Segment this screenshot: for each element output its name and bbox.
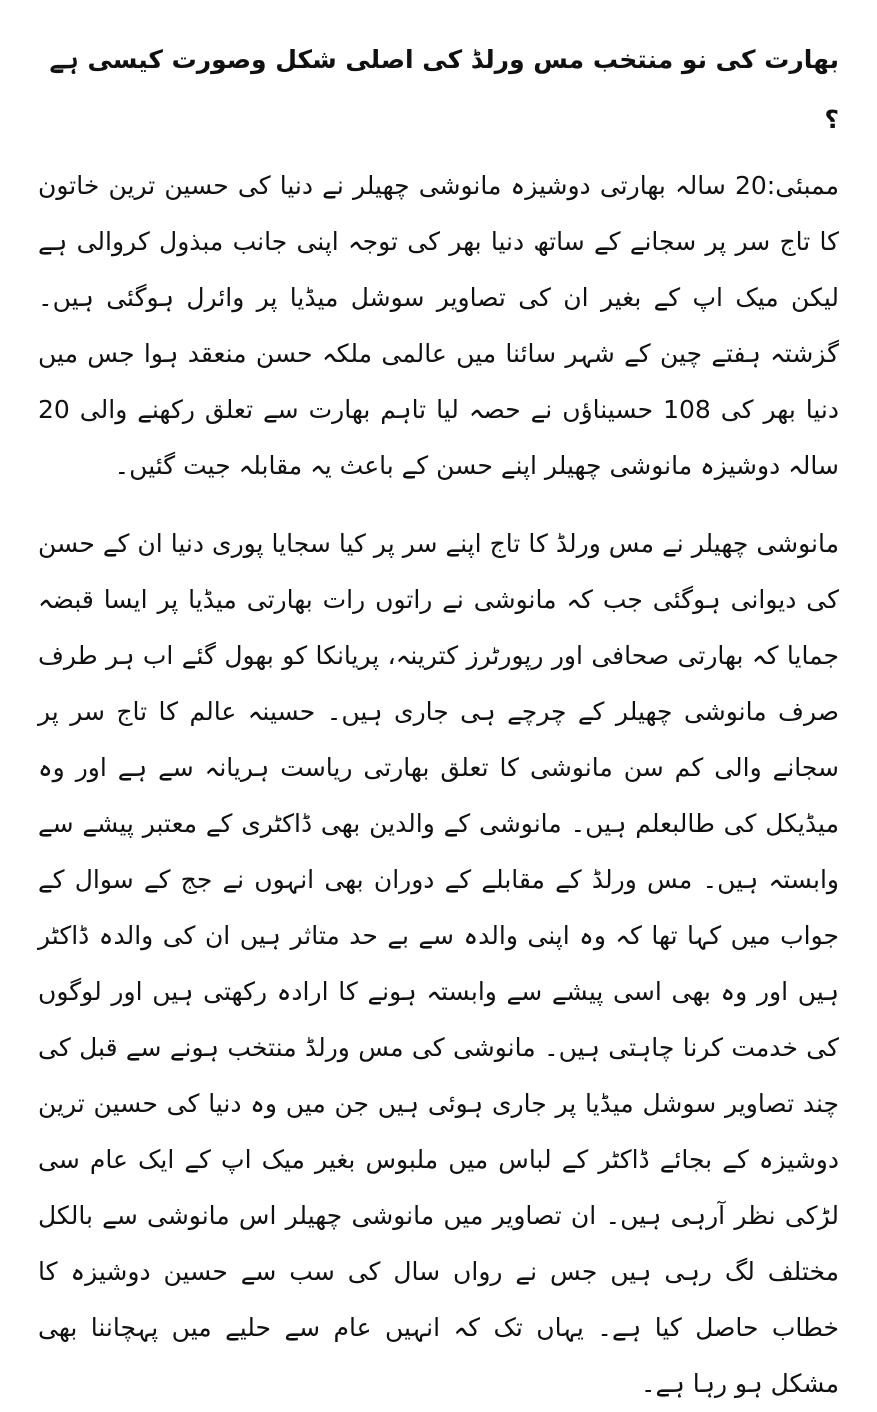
article-headline: بھارت کی نو منتخب مس ورلڈ کی اصلی شکل وصورت کیسی ہے ؟ <box>49 45 839 134</box>
article-paragraph-1: ممبئی:20 سالہ بھارتی دوشیزہ مانوشی چھیلر نے دنیا کی حسین ترین خاتون کا تاج سر پر سجانے کے ساتھ دنیا بھر کی توجہ اپنی جانب مبذول کروالی ہے لیکن میک اپ کے بغیر ان کی تصاویر سوشل میڈیا پر وائرل ہوگئی ہیں۔ گزشتہ ہفتے چین کے شہر سائنا میں عالمی ملکہ حسن منعقد ہوا جس میں دنیا بھر کی 108 حسیناؤں نے حصہ لیا تاہم بھارت سے تعلق رکھنے والی 20 سالہ دوشیزہ مانوشی چھیلر اپنے حسن کے باعث یہ مقابلہ جیت گئیں۔ <box>38 171 840 480</box>
article-paragraph-2: مانوشی چھیلر نے مس ورلڈ کا تاج اپنے سر پر کیا سجایا پوری دنیا ان کے حسن کی دیوانی ہوگئی جب کہ مانوشی نے راتوں رات بھارتی میڈیا پر ایسا قبضہ جمایا کہ بھارتی صحافی اور رپورٹرز کترینہ، پریانکا کو بھول گئے اب ہر طرف صرف مانوشی چھیلر کے چرچے ہی جاری ہیں۔ حسینہ عالم کا تاج سر پر سجانے والی کم سن مانوشی کا تعلق بھارتی ریاست ہریانہ سے ہے اور وہ میڈیکل کی طالبعلم ہیں۔ مانوشی کے والدین بھی ڈاکٹری کے معتبر پیشے سے وابستہ ہیں۔ مس ورلڈ کے مقابلے کے دوران بھی انہوں نے جج کے سوال کے جواب میں کہا تھا کہ وہ اپنی والدہ سے بے حد متاثر ہیں ان کی والدہ ڈاکٹر ہیں اور وہ بھی اسی پیشے سے وابستہ ہونے کا ارادہ رکھتی ہیں اور لوگوں کی خدمت کرنا چاہتی ہیں۔ مانوشی کی مس ورلڈ منتخب ہونے سے قبل کی چند تصاویر سوشل میڈیا پر جاری ہوئی ہیں جن میں وہ دنیا کی حسین ترین دوشیزہ کے بجائے ڈاکٹر کے لباس میں ملبوس بغیر میک اپ کے ایک عام سی لڑکی نظر آرہی ہیں۔ ان تصاویر میں مانوشی چھیلر اس مانوشی سے بالکل مختلف لگ رہی ہیں جس نے رواں سال کی سب سے حسین دوشیزہ کا خطاب حاصل کیا ہے۔ یہاں تک کہ انہیں عام سے حلیے میں پہچاننا بھی مشکل ہو رہا ہے۔ <box>38 529 839 1398</box>
